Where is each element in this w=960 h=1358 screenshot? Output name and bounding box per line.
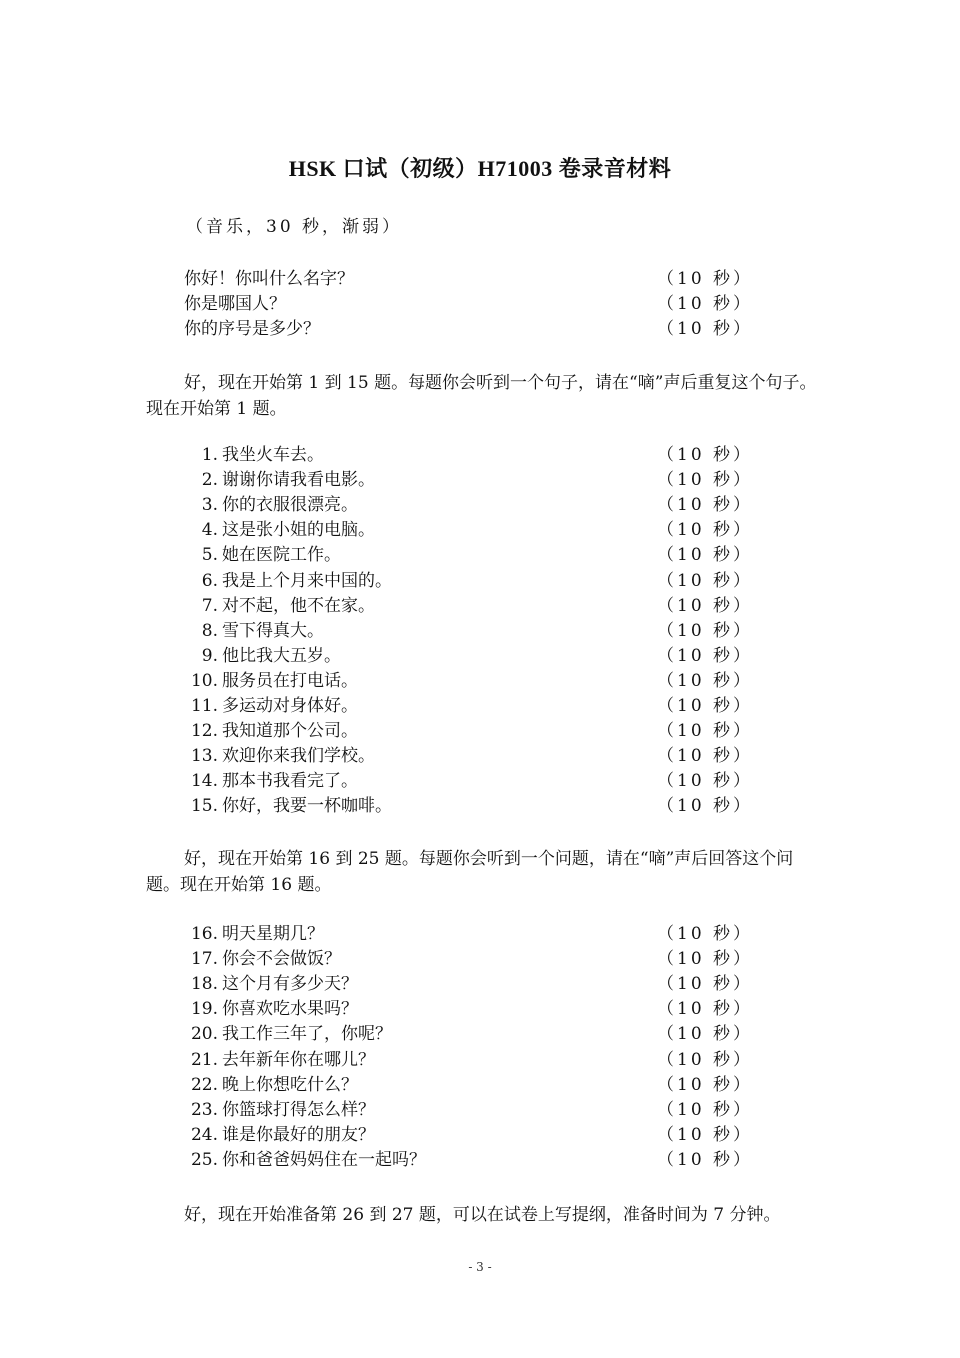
item-text: 雪下得真大。 (222, 620, 324, 641)
item-duration: （10 秒） (657, 620, 754, 641)
list-item (0, 1123, 960, 1148)
item-duration: （10 秒） (657, 645, 754, 666)
list-item (0, 997, 960, 1022)
list-item (0, 972, 960, 997)
item-text: 你会不会做饭？ (222, 949, 341, 970)
item-text: 服务员在打电话。 (222, 670, 358, 691)
list-item (0, 694, 960, 719)
item-duration: （10 秒） (657, 924, 754, 944)
item-number: 13. (190, 746, 218, 767)
list-item (0, 1148, 960, 1173)
list-item (0, 922, 960, 947)
item-text: 你喜欢吃水果吗？ (222, 999, 358, 1020)
item-duration: （10 秒） (657, 1049, 754, 1070)
item-text: 你好！你叫什么名字？ (184, 269, 354, 289)
item-number: 21. (190, 1049, 218, 1070)
list-item (0, 493, 960, 518)
item-text: 这是张小姐的电脑。 (222, 520, 375, 541)
item-number: 10. (190, 670, 218, 691)
section3-instruction: 好，现在开始准备第 26 到 27 题，可以在试卷上写提纲，准备时间为 7 分钟。 (184, 1205, 781, 1225)
item-duration: （10 秒） (657, 520, 754, 541)
item-text: 晚上你想吃什么？ (222, 1074, 358, 1095)
list-item (0, 719, 960, 744)
item-number: 5. (201, 545, 218, 566)
item-duration: （10 秒） (657, 570, 754, 591)
item-text: 你是哪国人？ (184, 294, 286, 315)
list-item (0, 1048, 960, 1073)
item-text: 你好，我要一杯咖啡。 (222, 796, 392, 817)
item-text: 去年新年你在哪儿？ (222, 1049, 375, 1070)
item-number: 18. (190, 974, 218, 995)
item-duration: （10 秒） (657, 974, 754, 995)
music-note: （音乐，30 秒，渐弱） (186, 217, 403, 237)
list-item (0, 1098, 960, 1123)
item-duration: （10 秒） (657, 670, 754, 691)
item-text: 我工作三年了，你呢？ (222, 1024, 392, 1045)
list-item (0, 594, 960, 619)
list-item (0, 619, 960, 644)
document-title: HSK 口试（初级）H71003 卷录音材料 (288, 156, 672, 181)
item-text: 谁是你最好的朋友？ (222, 1124, 375, 1145)
item-text: 他比我大五岁。 (222, 645, 341, 666)
item-number: 4. (201, 520, 218, 541)
item-text: 你篮球打得怎么样？ (222, 1099, 375, 1120)
item-number: 1. (201, 445, 218, 465)
item-text: 对不起，他不在家。 (222, 595, 375, 616)
item-number: 7. (201, 595, 218, 616)
item-duration: （10 秒） (657, 1124, 754, 1145)
item-number: 15. (190, 796, 218, 817)
list-item (0, 769, 960, 794)
list-item (0, 468, 960, 493)
item-text: 你的衣服很漂亮。 (222, 495, 358, 516)
list-item (0, 744, 960, 769)
item-duration: （10 秒） (657, 545, 754, 566)
item-text: 明天星期几？ (222, 924, 324, 944)
item-text: 她在医院工作。 (222, 545, 341, 566)
item-text: 我知道那个公司。 (222, 721, 358, 742)
item-duration: （10 秒） (657, 1099, 754, 1120)
item-text: 那本书我看完了。 (222, 771, 358, 792)
item-text: 我是上个月来中国的。 (222, 570, 392, 591)
item-number: 17. (190, 949, 218, 970)
item-number: 23. (190, 1099, 218, 1120)
item-number: 2. (201, 470, 218, 491)
list-item (0, 947, 960, 972)
item-number: 22. (190, 1074, 218, 1095)
item-number: 8. (201, 620, 218, 641)
item-text: 我坐火车去。 (222, 445, 324, 465)
item-duration: （10 秒） (657, 294, 754, 315)
item-duration: （10 秒） (657, 696, 754, 716)
item-duration: （10 秒） (657, 746, 754, 767)
item-number: 9. (201, 645, 218, 666)
list-item (0, 1022, 960, 1047)
item-number: 20. (190, 1024, 218, 1045)
item-text: 多运动对身体好。 (222, 696, 358, 716)
item-number: 3. (201, 495, 218, 516)
item-duration: （10 秒） (657, 445, 754, 465)
item-duration: （10 秒） (657, 470, 754, 491)
list-item (0, 1073, 960, 1098)
list-item (0, 543, 960, 568)
item-duration: （10 秒） (657, 319, 754, 340)
item-number: 11. (190, 696, 218, 716)
list-item (0, 669, 960, 694)
item-duration: （10 秒） (657, 796, 754, 817)
item-number: 24. (190, 1124, 218, 1145)
item-text: 欢迎你来我们学校。 (222, 746, 375, 767)
item-duration: （10 秒） (657, 949, 754, 970)
item-text: 你和爸爸妈妈住在一起吗？ (222, 1149, 426, 1170)
list-item (0, 644, 960, 669)
item-duration: （10 秒） (657, 595, 754, 616)
list-item (0, 267, 960, 292)
list-item (0, 317, 960, 342)
item-number: 12. (190, 721, 218, 742)
item-number: 19. (190, 999, 218, 1020)
section1-instruction: 好，现在开始第 1 到 15 题。每题你会听到一个句子，请在“嘀”声后重复这个句子。现在开始第 1 题。 (146, 373, 817, 419)
item-duration: （10 秒） (657, 1149, 754, 1170)
item-text: 谢谢你请我看电影。 (222, 470, 375, 491)
list-item (0, 292, 960, 317)
item-duration: （10 秒） (657, 771, 754, 792)
page-number: - 3 - (468, 1260, 492, 1274)
item-text: 你的序号是多少？ (184, 319, 320, 340)
item-text: 这个月有多少天？ (222, 974, 358, 995)
item-number: 16. (190, 924, 218, 944)
item-duration: （10 秒） (657, 721, 754, 742)
list-item (0, 518, 960, 543)
list-item (0, 569, 960, 594)
list-item (0, 794, 960, 819)
section2-instruction: 好，现在开始第 16 到 25 题。每题你会听到一个问题，请在“嘀”声后回答这个问题。现在开始第 16 题。 (146, 849, 794, 895)
item-duration: （10 秒） (657, 1024, 754, 1045)
item-duration: （10 秒） (657, 1074, 754, 1095)
list-item (0, 443, 960, 468)
item-duration: （10 秒） (657, 999, 754, 1020)
item-number: 14. (190, 771, 218, 792)
item-duration: （10 秒） (657, 495, 754, 516)
item-duration: （10 秒） (657, 269, 754, 289)
item-number: 6. (201, 570, 218, 591)
item-number: 25. (190, 1149, 218, 1170)
